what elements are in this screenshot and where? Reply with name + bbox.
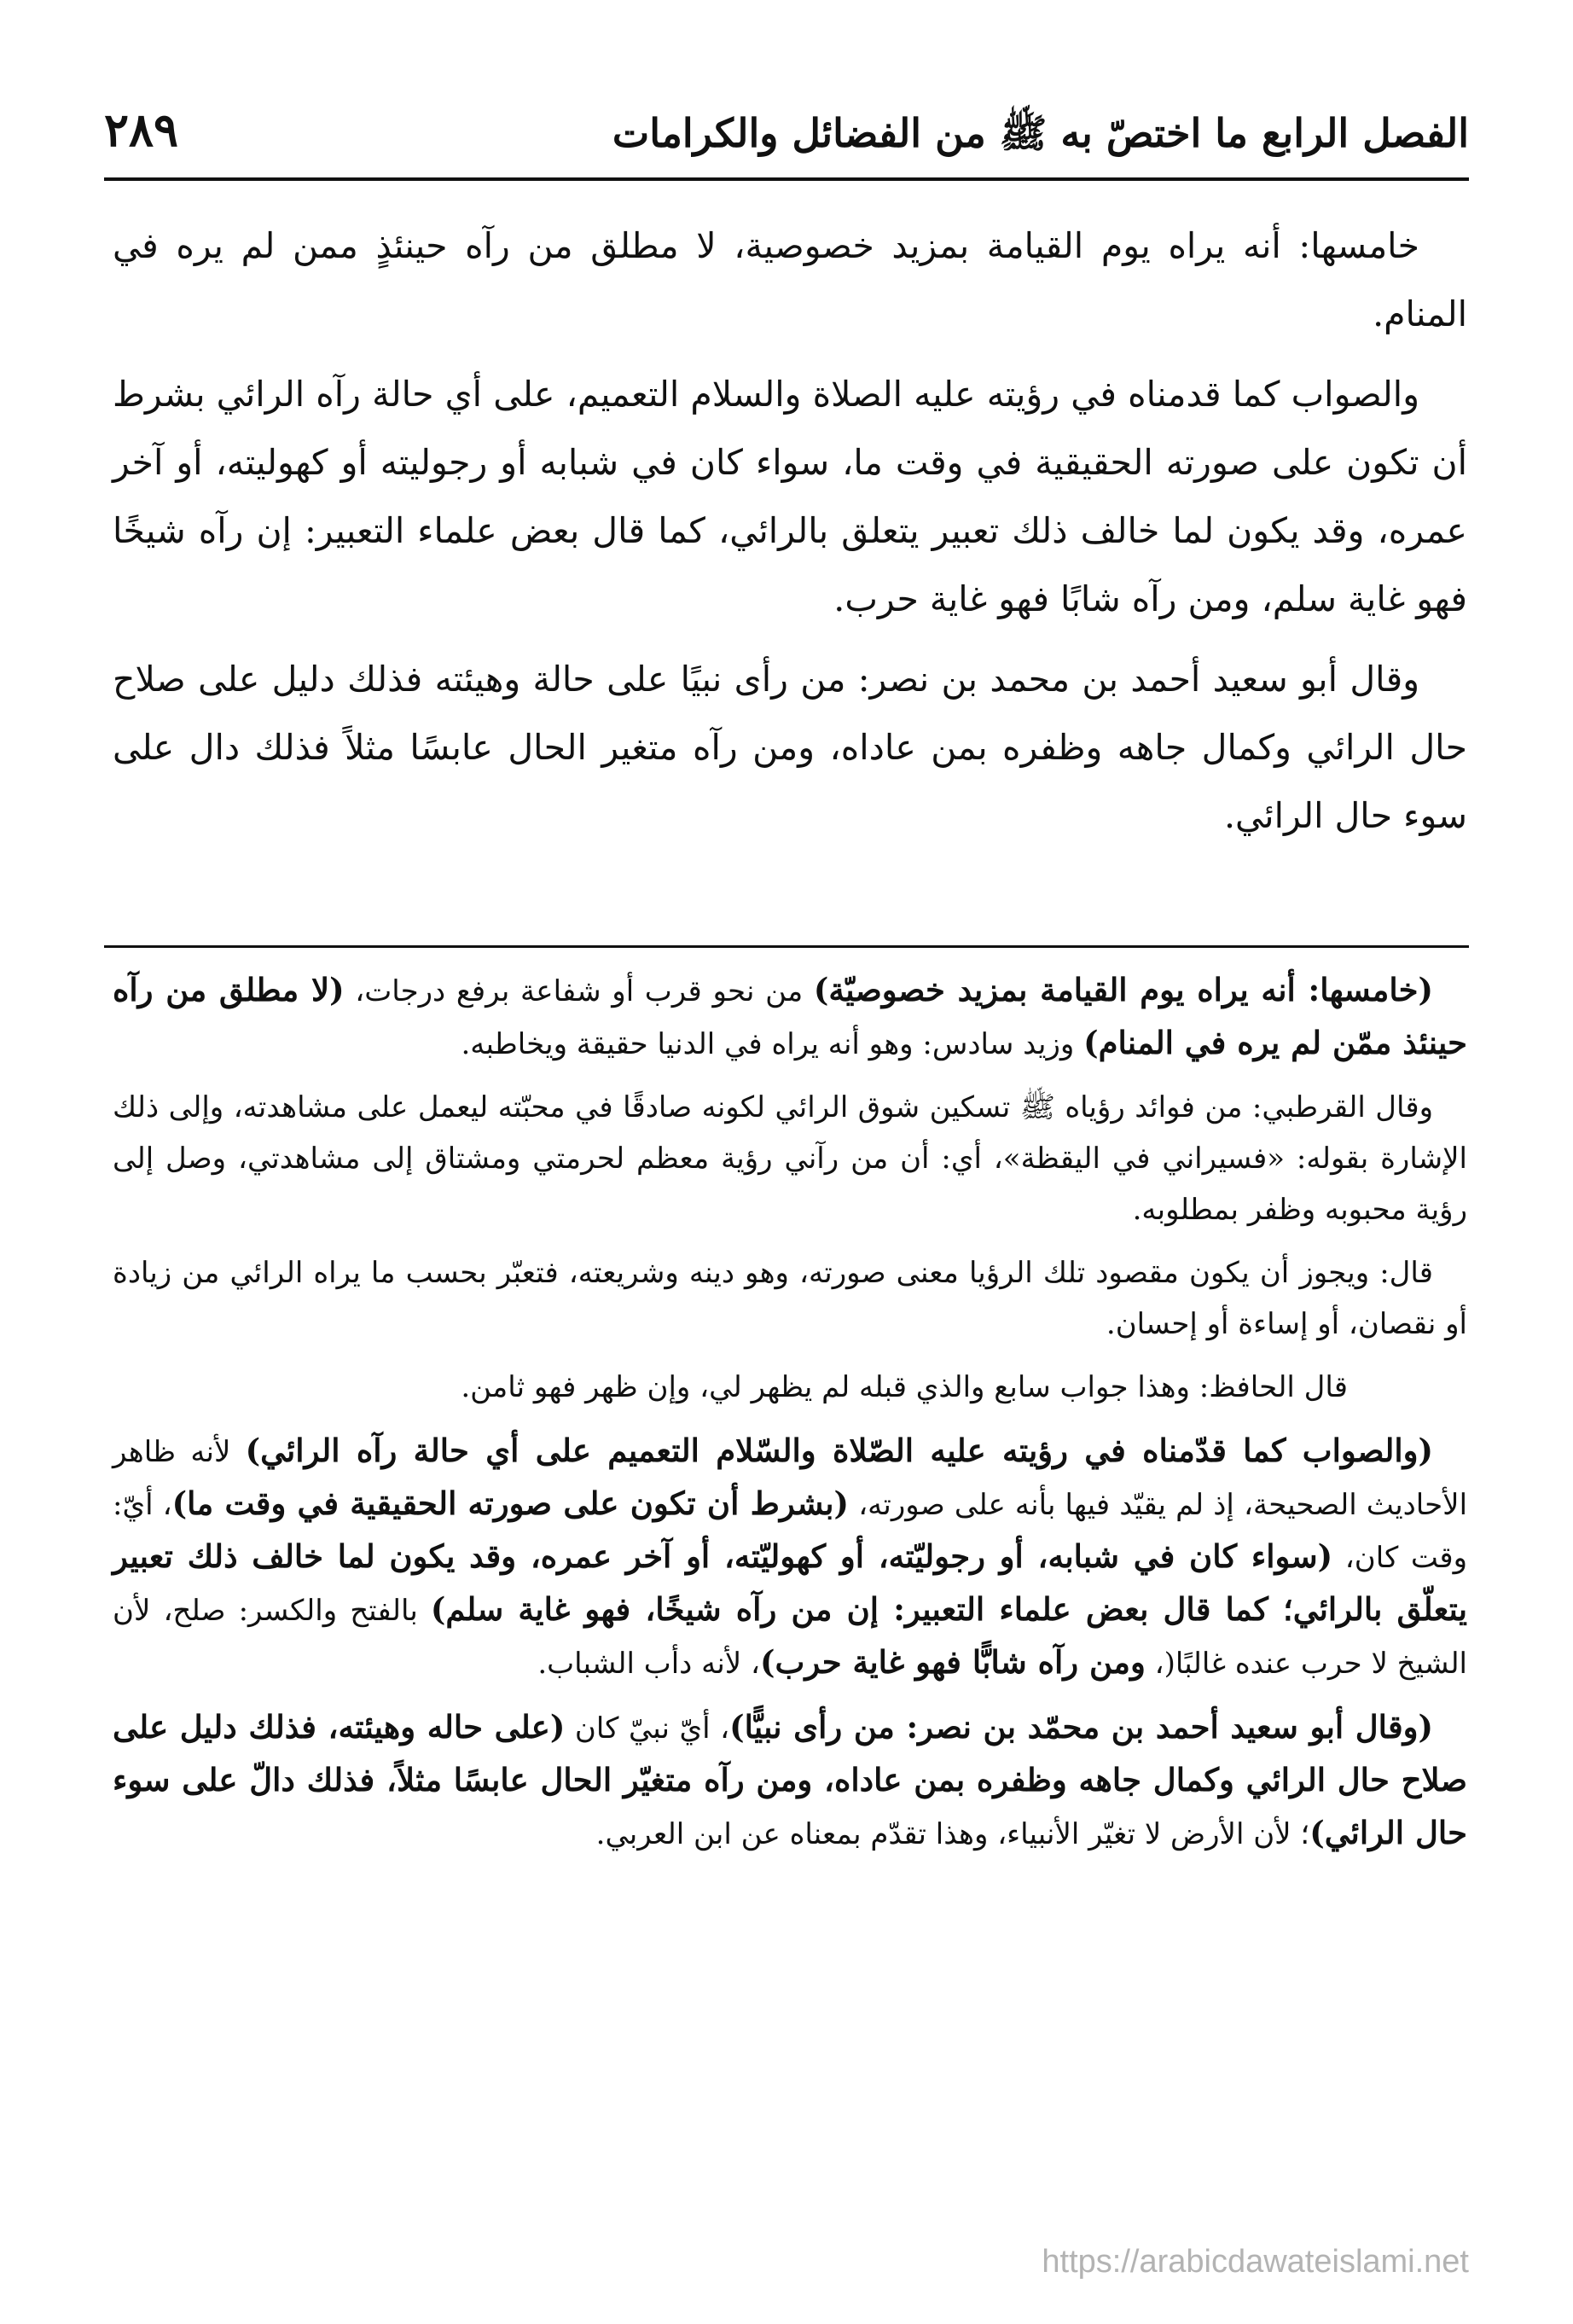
commentary-paragraph: [113, 1425, 1467, 1689]
main-text: [113, 212, 1467, 862]
quoted-matn: (لا مطلق من رآه حينئذ ممّن لم يره في المنام): [113, 971, 1467, 1061]
commentary-paragraph: وقال القرطبي: من فوائد رؤياه ﷺ تسكين شوق الرائي لكونه صادقًا في محبّته ليعمل على مشاهدته، وإلى ذلك الإشارة بقوله: «فسيراني في اليقظة»، أي: أن من رآني رؤية معظم لحرمتي ومشتاق إلى مشاهدتي، وصل إلى رؤية محبوبه وظفر بمطلوبه.: [113, 1090, 1467, 1227]
commentary-paragraph: [113, 964, 1467, 1070]
watermark-url: https://arabicdawateislami.net: [1042, 2244, 1469, 2280]
commentary-span: ؛ لأن الأرض لا تغيّر الأنبياء، وهذا تقدّم بمعناه عن ابن العربي.: [595, 1817, 1310, 1851]
commentary-span: وزيد سادس: وهو أنه يراه في الدنيا حقيقة ويخاطبه.: [461, 1027, 1084, 1061]
header-divider: [104, 177, 1469, 181]
commentary-span: ، أيّ: وقت كان،: [113, 1488, 1467, 1575]
commentary-span: ، لأنه دأب الشباب.: [537, 1647, 760, 1681]
commentary-paragraph: [113, 1701, 1467, 1860]
quoted-matn: (بشرط أن تكون على صورته الحقيقية في وقت ما): [171, 1484, 850, 1522]
quoted-matn: (على حاله وهيئته، فذلك دليل على صلاح حال الرائي وكمال جاهه وظفره بمن عاداه، ومن رآه متغيّر الحال عابسًا مثلاً، فذلك دالّ على سوء حال الرائي): [113, 1708, 1467, 1851]
commentary-paragraph: قال الحافظ: وهذا جواب سابع والذي قبله لم يظهر لي، وإن ظهر فهو ثامن.: [461, 1370, 1348, 1404]
quoted-matn: (سواء كان في شبابه، أو رجوليّته، أو كهوليّته، أو آخر عمره، وقد يكون لما خالف ذلك تعبير يتعلّق بالرائي؛ كما قال بعض علماء التعبير: إن من رآه شيخًا، فهو غاية سلم): [113, 1537, 1467, 1628]
main-paragraph: وقال أبو سعيد أحمد بن محمد بن نصر: من رأى نبيًا على حالة وهيئته فذلك دليل على صلاح حال الرائي وكمال جاهه وظفره بمن عاداه، ومن رآه متغير الحال عابسًا مثلاً فذلك دال على سوء حال الرائي.: [113, 659, 1467, 836]
commentary-paragraph: قال: ويجوز أن يكون مقصود تلك الرؤيا معنى صورته، وهو دينه وشريعته، فتعبّر بحسب ما يراه الرائي من زيادة أو نقصان، أو إساءة أو إحسان.: [113, 1256, 1467, 1341]
quoted-matn: (والصواب كما قدّمناه في رؤيته عليه الصّلاة والسّلام التعميم على أي حالة رآه الرائي): [245, 1432, 1433, 1469]
chapter-title: الفصل الرابع ما اختصّ به ﷺ من الفضائل والكرامات: [612, 110, 1469, 156]
commentary-text: [113, 964, 1467, 1872]
commentary-divider: [104, 945, 1469, 948]
main-paragraph: خامسها: أنه يراه يوم القيامة بمزيد خصوصية، لا مطلق من رآه حينئذٍ ممن لم يره في المنام.: [113, 225, 1467, 334]
quoted-matn: (وقال أبو سعيد أحمد بن محمّد بن نصر: من رأى نبيًّا): [729, 1708, 1433, 1746]
quoted-matn: ومن رآه شابًّا فهو غاية حرب): [759, 1643, 1146, 1681]
commentary-span: من نحو قرب أو شفاعة برفع درجات،: [344, 974, 814, 1008]
quoted-matn: (خامسها: أنه يراه يوم القيامة بمزيد خصوصيّة): [813, 971, 1433, 1008]
commentary-span: بالفتح والكسر: صلح، لأن الشيخ لا حرب عنده غالبًا(،: [113, 1594, 1467, 1681]
commentary-span: ، أيّ نبيّ كان: [565, 1711, 730, 1746]
page-number: ٢٨٩: [104, 102, 179, 157]
page-header: [104, 94, 1469, 171]
commentary-span: لأنه ظاهر الأحاديث الصحيحة، إذ لم يقيّد فيها بأنه على صورته،: [113, 1435, 1468, 1522]
main-paragraph: والصواب كما قدمناه في رؤيته عليه الصلاة والسلام التعميم، على أي حالة رآه الرائي بشرط أن تكون على صورته الحقيقية في وقت ما، سواء كان في شبابه أو رجوليته أو كهوليته، أو آخر عمره، وقد يكون لما خالف ذلك تعبير يتعلق بالرائي، كما قال بعض علماء التعبير: إن رآه شيخًا فهو غاية سلم، ومن رآه شابًا فهو غاية حرب.: [113, 374, 1467, 619]
